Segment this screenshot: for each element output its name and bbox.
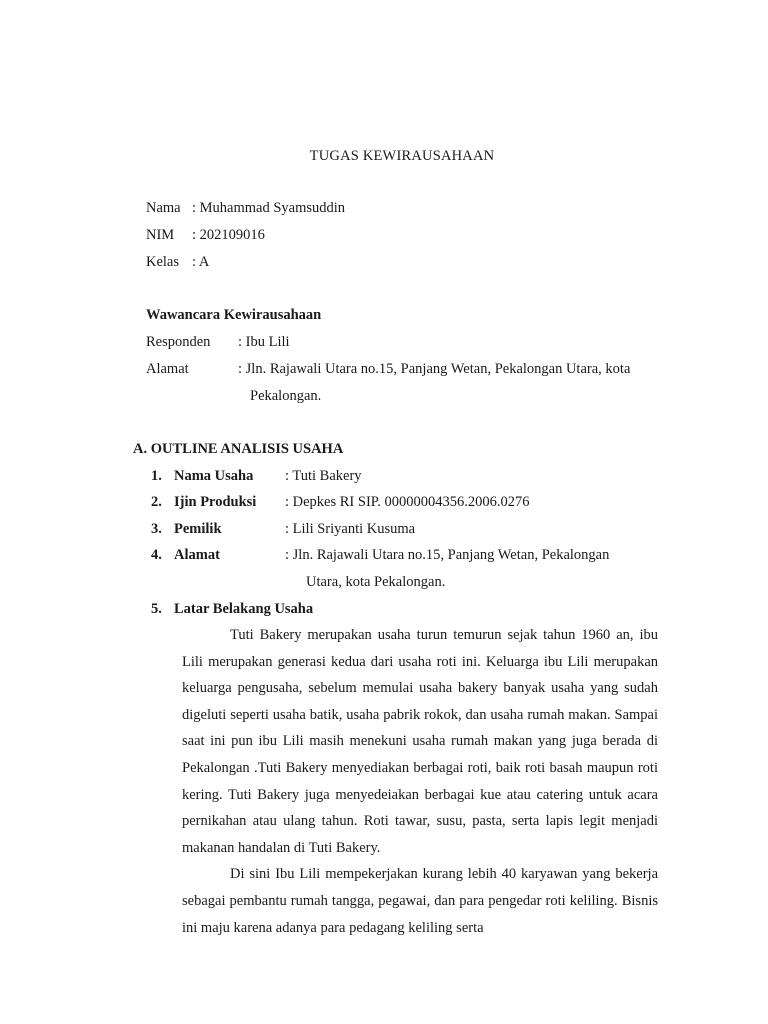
responden-value: : Ibu Lili xyxy=(238,334,290,350)
item-3-label: Pemilik xyxy=(174,521,222,537)
paragraph-1: Tuti Bakery merupakan usaha turun temurun sejak tahun 1960 an, ibu Lili merupakan generasi kedua dari usaha roti ini. Keluarga ibu Lili merupakan keluarga pengusaha, sebelum memulai usaha bakery banyak usaha yang sudah digeluti seperti usaha batik, usaha pabrik rokok, dan usaha rumah makan. Sampai saat ini pun ibu Lili masih menekuni usaha rumah makan yang juga berada di Pekalongan .Tuti Bakery menyediakan berbagai roti, baik roti basah maupun roti kering. Tuti Bakery juga menyedeiakan berbagai kue atau catering untuk acara pernikahan atau ulang tahun. Roti tawar, susu, pasta, serta lapis legit menjadi makanan handalan di Tuti Bakery. xyxy=(182,627,658,856)
body-paragraphs xyxy=(182,622,658,941)
item-2-label: Ijin Produksi xyxy=(174,494,257,510)
item-4-value: : Jln. Rajawali Utara no.15, Panjang Wetan, Pekalongan xyxy=(285,547,610,563)
alamat-value-line2: Pekalongan. xyxy=(250,388,322,404)
item-1-num: 1. xyxy=(151,468,162,484)
item-1-label: Nama Usaha xyxy=(174,468,254,484)
item-2-num: 2. xyxy=(151,494,162,510)
alamat-label: Alamat xyxy=(146,361,189,377)
item-5-num: 5. xyxy=(151,601,162,617)
responden-label: Responden xyxy=(146,334,211,350)
item-1-value: : Tuti Bakery xyxy=(285,468,362,484)
paragraph-2: Di sini Ibu Lili mempekerjakan kurang lebih 40 karyawan yang bekerja sebagai pembantu rumah tangga, pegawai, dan para pengedar roti keliling. Bisnis ini maju karena adanya para pedagang keliling serta xyxy=(182,866,658,936)
nim-label: NIM xyxy=(146,227,175,243)
document-title: TUGAS KEWIRAUSAHAAN xyxy=(309,148,495,164)
alamat-value-line1: : Jln. Rajawali Utara no.15, Panjang Wetan, Pekalongan Utara, kota xyxy=(238,361,631,377)
item-5-label: Latar Belakang Usaha xyxy=(174,601,314,617)
nim-value: : 202109016 xyxy=(192,227,265,243)
item-2-value: : Depkes RI SIP. 00000004356.2006.0276 xyxy=(285,494,530,510)
item-3-num: 3. xyxy=(151,521,162,537)
item-4-value-line2: Utara, kota Pekalongan. xyxy=(306,574,446,590)
interview-heading: Wawancara Kewirausahaan xyxy=(146,307,322,323)
item-4-label: Alamat xyxy=(174,547,220,563)
kelas-label: Kelas xyxy=(146,254,180,270)
section-a-heading: A. OUTLINE ANALISIS USAHA xyxy=(133,441,344,457)
kelas-value: : A xyxy=(192,254,210,270)
nama-label: Nama xyxy=(146,200,181,216)
item-3-value: : Lili Sriyanti Kusuma xyxy=(285,521,416,537)
item-4-num: 4. xyxy=(151,547,162,563)
nama-value: : Muhammad Syamsuddin xyxy=(192,200,346,216)
